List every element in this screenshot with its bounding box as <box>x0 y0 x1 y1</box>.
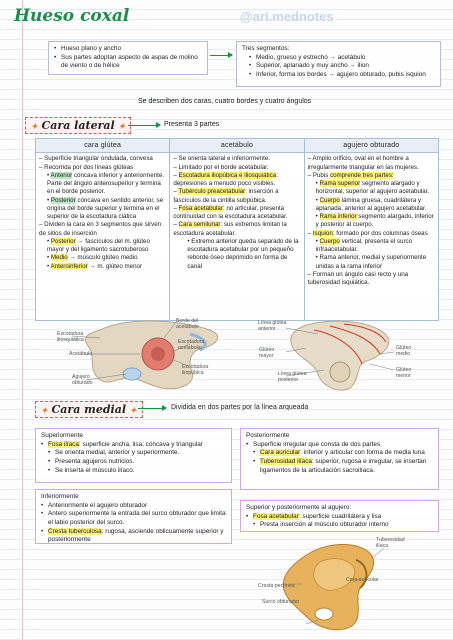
star-icon: ✦ <box>31 121 38 131</box>
box-title: Superior y posteriormente al agujero: <box>246 504 352 511</box>
box-title: Posteriormente <box>246 432 290 439</box>
acetabulum-line: – Limitado por el borde acetabular. <box>173 163 269 171</box>
medial-sub-bullet: • Se inserta el músculo ilíaco. <box>41 467 226 476</box>
figure-label: Glúteo mayor <box>259 347 275 360</box>
notebook-margin-line <box>22 0 23 640</box>
section-tag-medial <box>35 401 143 418</box>
ischium-part: • Cuerpo vertical, presenta el surco infraacetabular. <box>315 237 413 254</box>
section-tag-lateral <box>25 117 131 134</box>
medial-bullet: • Cresta tuberculosa: rugosa, asciende oblicuamente superior y posteriormente <box>41 528 226 545</box>
figure-label: Glúteo menor <box>396 367 412 380</box>
section-tag-label: Cara medial <box>51 403 126 416</box>
medial-bullet: • Antero superiormente la entrada del surco obturador que limita el labio posterior del surco. <box>41 510 226 527</box>
medial-bullet: • Superficie irregular que consta de dos partes <box>246 441 433 450</box>
gluteal-line: – Dividen la cara en 3 segmentos que sirven de sitios de inserción <box>39 221 162 237</box>
gluteal-segment: • Posterior → fascículos del m. glúteo mayor y del ligamento sacrotuberoso <box>47 237 150 254</box>
star-icon: ✦ <box>118 121 126 131</box>
medial-sub-bullet: • Se orienta medial, anterior y superiormente. <box>41 449 226 458</box>
gluteal-line: – Superficie triangular ondulada, convexa <box>39 155 153 163</box>
obturator-line: – Forman un ángulo casi recto y una tuberosidad isquiática. <box>307 270 409 287</box>
segment-bullet: • Medio, grueso y estrecho → acetábulo <box>242 54 435 63</box>
figure-label: Cara auricular <box>346 577 379 583</box>
section-tag-label: Cara lateral <box>41 119 115 132</box>
gluteal-line: – Recorrida por dos líneas glúteas <box>39 163 134 171</box>
medial-bullet: • Anteriormente el agujero obturador <box>41 502 226 511</box>
acetabulum-line: – Se orienta lateral e inferiormente. <box>173 155 270 163</box>
figure-label: Línea glútea posterior <box>278 371 307 384</box>
pubis-part: • Rama superior segmento alargado y horizontal, superior al agujero acetabular. <box>315 180 430 196</box>
figure-label: Tuberosidad ilíaca <box>376 537 405 550</box>
medial-sub-bullet: • Presta inserción al músculo obturador interno <box>246 521 433 530</box>
intro-left-bullet: • Hueso plano y ancho <box>54 45 202 54</box>
obturator-line: – Amplio orificio, oval en el hombre a irregularmente triangular en las mujeres. <box>307 155 419 171</box>
intro-left-bullet: • Sus partes adoptan aspecto de aspas de molino de viento o de hélice <box>54 54 202 71</box>
obturator-line: – Isquion: formado por dos columnas óseas <box>307 229 428 237</box>
medial-sub-bullet: • Tuberosidad ilíaca: superior, rugosa e irregular, se insertan ligamentos de la articulación sacroilíaca. <box>246 458 433 475</box>
acetabulum-line: – Fosa acetabular: no articular, presenta continuidad con la escotadura acetabular. <box>173 204 288 221</box>
lateral-parts-table <box>35 138 439 321</box>
medial-arrow <box>138 408 166 409</box>
figure-label: Surco obturador <box>262 599 300 605</box>
obturator-line: – Pubis comprende tres partes: <box>307 171 394 179</box>
table-header: agujero obturado <box>304 139 438 153</box>
figure-label: Borde del acetábulo <box>176 318 199 331</box>
figure-label: Línea glútea anterior <box>258 320 287 333</box>
medial-sub-bullet: • Cara auricular: inferior y articular con forma de media luna <box>246 449 433 458</box>
segment-bullet: • Superior, aplanado y muy ancho → ilion <box>242 62 435 71</box>
segments-title: Tres segmentos: <box>242 45 290 52</box>
pubis-part: • Cuerpo lámina gruesa, cuadrilátera y aplanada, anterior al agujero acetabular. <box>315 196 427 212</box>
gluteal-segment: • Medio → músculo glúteo medio <box>47 254 138 262</box>
figure-label: Acetábulo <box>69 351 93 357</box>
figure-label: Escotadura iliosquiática <box>57 331 84 344</box>
box-title: Inferiormente <box>41 493 79 500</box>
segment-bullet: • Inferior, forma los bordes → agujero obturado, pubis isquion <box>242 71 435 80</box>
medial-bullet: • Fosa acetabular: superficie cuadrilátera y lisa <box>246 513 433 522</box>
ischium-part: • Rama anterior, medial y superiormente unidas a la rama inferior <box>315 254 427 270</box>
table-cell-obturator <box>304 153 438 321</box>
medial-posterior-box <box>240 428 439 490</box>
figure-label: Glúteo medio <box>396 345 412 358</box>
acetabulum-line: – Tubérculo preacetabular: inserción a fascículos de la cintilla subpúbica. <box>173 188 279 204</box>
gluteal-segment: • Anteroinferior → m. glúteo menor <box>47 262 143 270</box>
intro-left-box <box>48 41 208 75</box>
lateral-arrow-text: Presenta 3 partes <box>164 121 220 128</box>
medial-supero-posterior-box <box>240 500 439 532</box>
lateral-arrow <box>128 125 160 126</box>
figure-label: Cresta pectínea <box>258 583 295 589</box>
gluteal-posterior-line: • Posterior cóncava en sentido anterior, se origina del borde superior y termina en el superior de la escotadura ciática <box>47 196 164 221</box>
acetabulum-line: – Escotadura iliopúbica e iliosquiática: depresiones a menudo poco visibles. <box>173 171 278 188</box>
table-cell-gluteal <box>36 153 170 321</box>
medial-superior-box <box>35 428 232 483</box>
pubis-part: • Rama inferior segmento alargado, inferior y posterior al cuerpo. <box>315 213 434 229</box>
gluteal-anterior-line: • Anterior cóncava inferior y anteriormente. Parte del ángulo anterosuperior y termina en el borde posterior. <box>47 171 165 196</box>
figure-label: Escotadura acetabular <box>178 339 205 352</box>
table-header: cara glútea <box>36 139 170 153</box>
medial-sub-bullet: • Presenta agujeros nutricios. <box>41 458 226 467</box>
table-header: acetábulo <box>170 139 304 153</box>
medial-arrow-text: Dividida en dos partes por la línea arqueada <box>171 404 309 411</box>
star-icon: ✦ <box>129 405 137 415</box>
page-title: Hueso coxal <box>14 6 130 26</box>
box-title: Superiormente <box>41 432 83 439</box>
table-cell-acetabulum <box>170 153 304 321</box>
figure-label: Escotadura iliopúbica <box>182 364 209 377</box>
acetabulum-bullet: • Extremo anterior queda separado de la escotadura acetabular por un pequeño reborde óseo deprimido en forma de canal <box>187 237 299 270</box>
figure-label: Agujero obturado <box>72 374 93 387</box>
medial-inferior-box <box>35 489 232 544</box>
intro-right-box <box>236 41 441 87</box>
medial-bullet: • Fosa ilíaca: superficie ancha, lisa, cóncava y triangular <box>41 441 226 450</box>
intro-arrow <box>210 55 232 56</box>
author-handle: @ari.mednotes <box>240 9 334 24</box>
acetabulum-line: – Cara semilunar: sus extremos limitan la escotadura acetabular. <box>173 221 287 237</box>
describe-line: Se describen dos caras, cuatro bordes y cuatro ángulos <box>138 98 312 105</box>
star-icon: ✦ <box>41 405 48 415</box>
